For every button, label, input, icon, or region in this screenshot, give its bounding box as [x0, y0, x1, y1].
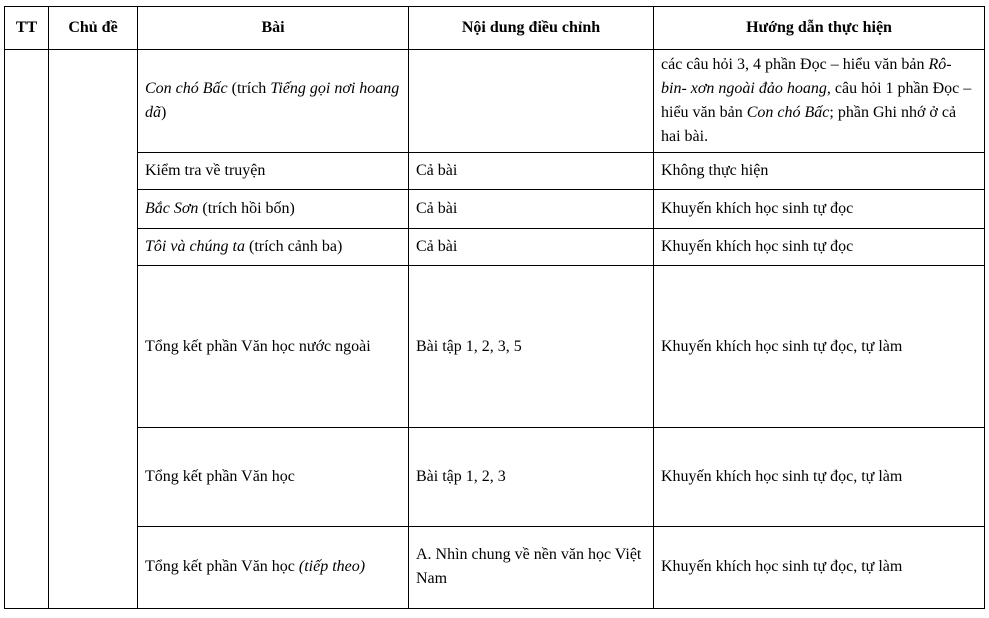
bai-cell: [138, 50, 409, 153]
bai-title-italic: (tiếp theo): [298, 558, 366, 576]
header-chu-de: Chủ đề: [49, 7, 138, 50]
huong-dan-text: các câu hỏi 3, 4 phần Đọc – hiểu văn bản: [661, 56, 929, 74]
bai-text: (trích hồi bốn): [198, 199, 295, 217]
header-huong-dan: Hướng dẫn thực hiện: [654, 7, 985, 50]
huong-dan-cell: Không thực hiện: [654, 153, 985, 190]
bai-source-italic: Tiếng gọi nơi hoang dã: [145, 80, 400, 122]
bai-title-italic: Con chó Bấc: [145, 80, 228, 98]
header-tt: TT: [5, 7, 49, 50]
bai-text: (trích: [227, 80, 271, 98]
bai-cell: [138, 526, 409, 608]
bai-text-close: ): [161, 104, 167, 122]
huong-dan-cell: [654, 50, 985, 153]
huong-dan-italic: Con chó Bấc: [746, 104, 830, 122]
huong-dan-text: , câu hỏi 1 phần Đọc – hiểu văn bản: [661, 80, 972, 122]
huong-dan-cell: Khuyến khích học sinh tự đọc, tự làm: [654, 428, 985, 526]
bai-cell: Kiểm tra về truyện: [138, 153, 409, 190]
noi-dung-cell: Bài tập 1, 2, 3: [409, 428, 654, 526]
bai-text: (trích cảnh ba): [245, 237, 343, 255]
table-row: [5, 50, 985, 153]
huong-dan-cell: Khuyến khích học sinh tự đọc: [654, 189, 985, 228]
bai-cell: [138, 189, 409, 228]
curriculum-adjustment-table: [4, 6, 985, 609]
table-row: [5, 266, 985, 428]
header-bai: Bài: [138, 7, 409, 50]
huong-dan-italic: Rô-bin- xơn ngoài đảo hoang: [661, 56, 952, 98]
header-noi-dung: Nội dung điều chỉnh: [409, 7, 654, 50]
bai-title-italic: Tôi và chúng ta: [145, 237, 245, 255]
huong-dan-cell: Khuyến khích học sinh tự đọc, tự làm: [654, 526, 985, 608]
bai-cell: [138, 228, 409, 266]
tt-cell: [5, 50, 49, 609]
noi-dung-cell: Cả bài: [409, 189, 654, 228]
table-row: [5, 526, 985, 608]
bai-cell: Tổng kết phần Văn học nước ngoài: [138, 266, 409, 428]
huong-dan-cell: Khuyến khích học sinh tự đọc, tự làm: [654, 266, 985, 428]
table-row: [5, 228, 985, 266]
huong-dan-cell: Khuyến khích học sinh tự đọc: [654, 228, 985, 266]
chu-de-cell: [49, 50, 138, 609]
noi-dung-cell: Cả bài: [409, 228, 654, 266]
table-row: [5, 189, 985, 228]
noi-dung-cell: A. Nhìn chung về nền văn học Việt Nam: [409, 526, 654, 608]
noi-dung-cell: [409, 50, 654, 153]
table-row: [5, 153, 985, 190]
bai-text: Tổng kết phần Văn học: [145, 558, 299, 576]
huong-dan-text: ; phần Ghi nhớ ở cả hai bài.: [661, 104, 957, 146]
bai-cell: Tổng kết phần Văn học: [138, 428, 409, 526]
bai-title-italic: Bắc Sơn: [145, 199, 199, 217]
noi-dung-cell: Cả bài: [409, 153, 654, 190]
header-row: [5, 7, 985, 50]
noi-dung-cell: Bài tập 1, 2, 3, 5: [409, 266, 654, 428]
table-row: [5, 428, 985, 526]
